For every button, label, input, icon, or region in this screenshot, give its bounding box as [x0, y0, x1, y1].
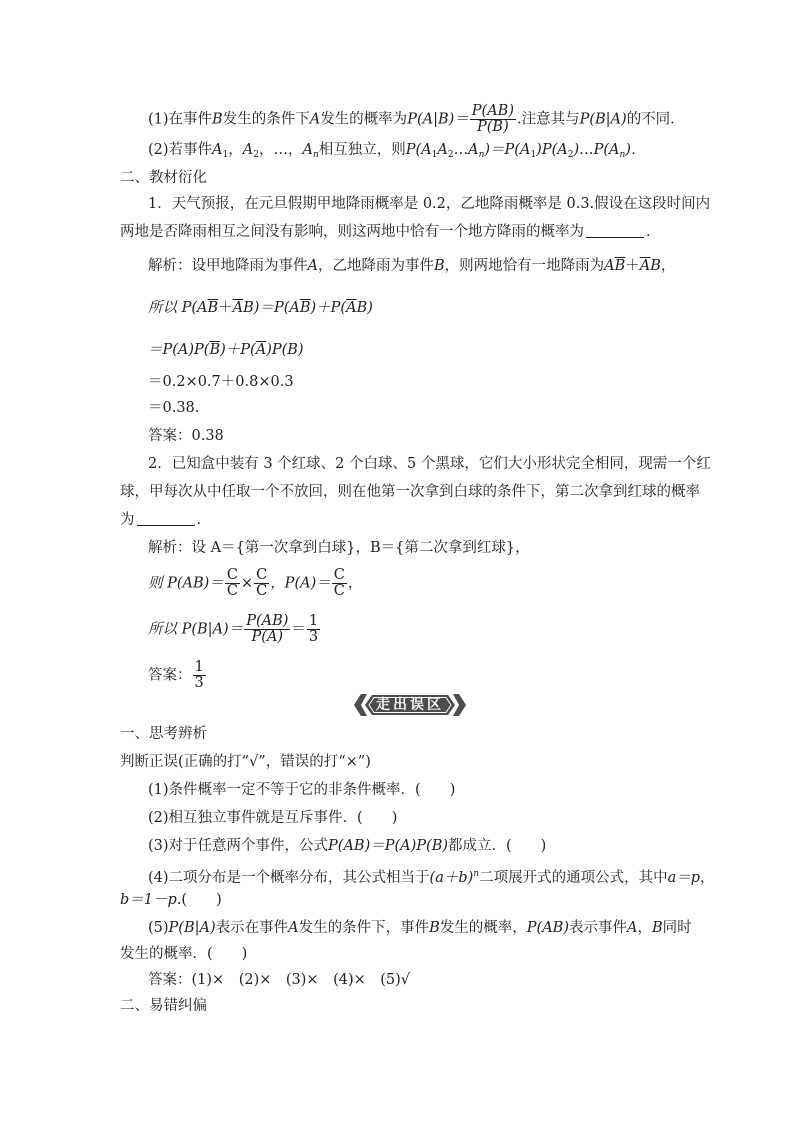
complement-var: $\overline{A}$	[255, 342, 267, 358]
step-text: ，	[347, 575, 363, 592]
subscript: 2	[567, 150, 574, 160]
fraction	[332, 568, 347, 599]
complement-var: $\overline{A}$	[232, 300, 244, 316]
section-heading: 一、思考辨析	[120, 726, 207, 742]
item-text: 发生的条件下，事件	[298, 920, 430, 936]
note-formula: A	[437, 142, 448, 158]
judgement-item-1: (1)条件概率一定不等于它的非条件概率．( )	[148, 782, 456, 798]
judgement-answers: 答案：(1)× (2)× (3)× (4)× (5)√	[148, 972, 411, 988]
q2-solution-line: 解析：设 A＝{第一次拿到白球}，B＝{第二次拿到红球}，	[148, 540, 530, 556]
subscript: 2	[447, 150, 454, 160]
note-text: 发生的概率为	[320, 111, 408, 128]
fraction-denominator: P(A)	[251, 629, 284, 645]
q2-answer	[148, 660, 207, 691]
step-text: ×	[240, 575, 254, 592]
q2-step-2	[148, 568, 362, 599]
item-text: (5)	[148, 920, 169, 936]
note-text: ，…，	[258, 142, 303, 158]
complement-var: $\overline{A}$	[639, 258, 651, 274]
section-heading: 二、易错纠偏	[120, 998, 207, 1014]
item-text: ，	[637, 920, 652, 936]
note-var: A	[242, 142, 254, 158]
q1-line-2	[120, 222, 661, 242]
item-text: ，	[700, 870, 715, 886]
item-var: A	[626, 920, 638, 936]
note-text: (2)若事件	[148, 142, 213, 158]
judgement-item-2: (2)相互独立事件就是互斥事件．( )	[148, 810, 398, 826]
step-text: ＋	[218, 300, 233, 316]
fraction-numerator: 1	[194, 659, 204, 675]
q1-answer: 答案：0.38	[148, 428, 224, 444]
step-text: 则 P(AB)＝	[148, 575, 224, 592]
solution-var: B	[650, 258, 661, 274]
judgement-item-4	[148, 864, 715, 888]
solution-text: 解析：设甲地降雨为事件	[148, 258, 308, 274]
fraction	[225, 568, 240, 599]
item-text: (4)二项分布是一个概率分布，其公式相当于	[148, 870, 430, 886]
solution-var: A	[604, 258, 615, 274]
answer-blank	[586, 223, 644, 238]
item-var: A	[288, 920, 299, 936]
q1-step-2	[148, 298, 373, 318]
step-text: B)	[356, 300, 373, 316]
solution-text: ，	[660, 258, 676, 274]
section-heading: 二、教材衍化	[120, 170, 207, 186]
subscript: n	[619, 150, 626, 160]
note-var: A	[302, 142, 313, 158]
answer-label: 答案：	[148, 667, 192, 684]
step-text: ＝	[291, 621, 306, 638]
q1-solution-line	[148, 256, 675, 276]
step-text: B)＝P(A	[243, 300, 300, 316]
note-text: 的不同．	[626, 111, 685, 128]
q1-text: ．	[646, 224, 661, 240]
subscript: 1	[222, 150, 229, 160]
note-text: .注意其与	[516, 111, 580, 128]
banner-label: 走出误区	[376, 697, 444, 713]
subscript: 1	[530, 150, 537, 160]
complement-var: $\overline{B}$	[299, 300, 311, 316]
item-text: 都成立．( )	[448, 838, 547, 854]
item-formula: (a＋b)	[429, 870, 474, 886]
fraction	[193, 660, 206, 691]
step-text: 所以 P(A	[148, 300, 208, 316]
fraction-denominator: C	[333, 583, 345, 599]
subscript: n	[312, 150, 319, 160]
item-var: B	[651, 920, 663, 936]
item-formula: P(AB)＝P(A)P(B)	[328, 838, 449, 854]
judgement-item-5	[148, 918, 692, 938]
step-text: ，P(A)＝	[270, 575, 331, 592]
q2-line-1: 2．已知盒中装有 3 个红球、2 个白球、5 个黑球，它们大小形状完全相同，现需一个红	[148, 456, 711, 472]
fraction	[470, 104, 516, 135]
solution-var: A	[307, 258, 318, 274]
fraction-denominator: 3	[194, 675, 204, 691]
q2-text: 为	[120, 512, 135, 528]
note-var: B	[212, 111, 223, 128]
fraction-numerator: C	[256, 567, 268, 583]
item-text: 表示在事件	[215, 920, 289, 936]
complement-var: $\overline{B}$	[614, 258, 626, 274]
judgement-item-5-cont: 发生的概率．( )	[120, 946, 248, 962]
item-formula: a＝p	[667, 870, 701, 886]
fraction	[244, 614, 290, 645]
step-text: ＝P(A)P(	[148, 342, 210, 358]
fraction-denominator: C	[226, 583, 238, 599]
note-formula: …A	[453, 142, 479, 158]
complement-var: $\overline{B}$	[207, 300, 219, 316]
item-text: (3)对于任意两个事件，公式	[148, 838, 329, 854]
note-formula: P(A|B)＝	[407, 111, 469, 128]
fraction-numerator: C	[226, 567, 238, 583]
item-var: B	[429, 920, 440, 936]
q2-line-2: 球，甲每次从中任取一个不放回，则在他第一次拿到白球的条件下，第二次拿到红球的概率	[120, 484, 700, 500]
fraction-numerator: P(AB)	[471, 103, 514, 119]
step-text: 所以 P(B|A)＝	[148, 621, 244, 638]
q1-step-3	[148, 340, 304, 360]
note-formula: P(A	[405, 142, 432, 158]
item-formula: P(AB)	[526, 920, 569, 936]
answer-blank	[137, 511, 195, 526]
subscript: 1	[431, 150, 438, 160]
fraction-denominator: 3	[308, 629, 319, 645]
complement-var: $\overline{A}$	[346, 300, 357, 316]
item-text: .( )	[176, 892, 222, 908]
item-text: 二项展开式的通项公式，其中	[479, 870, 668, 886]
q1-step-4: ＝0.2×0.7＋0.8×0.3	[148, 374, 294, 390]
fraction-numerator: C	[333, 567, 345, 583]
fraction-numerator: 1	[308, 613, 319, 629]
note-text: 发生的条件下	[222, 111, 310, 128]
q1-text: 两地是否降雨相互之间没有影响，则这两地中恰有一个地方降雨的概率为	[120, 224, 584, 240]
item-text: 同时	[662, 920, 692, 936]
judgement-item-3	[148, 836, 546, 856]
note-text: (1)在事件	[148, 111, 213, 128]
note-1	[148, 104, 685, 135]
instruction: 判断正误(正确的打“√”，错误的打“×”)	[120, 754, 371, 770]
solution-text: ，则两地恰有一地降雨为	[444, 258, 605, 274]
subscript: 2	[253, 150, 259, 160]
q2-step-3	[148, 614, 321, 645]
note-text: ，	[228, 142, 243, 158]
step-text: )P(B)	[266, 342, 304, 358]
q2-line-3	[120, 510, 211, 530]
note-var: A	[309, 111, 321, 128]
q1-line-1: 1．天气预报，在元旦假期甲地降雨概率是 0.2，乙地降雨概率是 0.3.假设在这段时间内	[148, 196, 711, 212]
item-text: 发生的概率，	[439, 920, 527, 936]
note-formula: )…P(A	[573, 142, 620, 158]
q2-text: ．	[196, 512, 211, 528]
note-text: 相互独立，则	[318, 142, 406, 158]
fraction	[307, 614, 320, 645]
note-formula: )P(A	[536, 142, 568, 158]
solution-text: ，乙地降雨为事件	[317, 258, 434, 274]
fraction-denominator: P(B)	[477, 119, 509, 135]
q1-step-5: ＝0.38.	[148, 400, 200, 416]
step-text: )＋P(	[310, 300, 347, 316]
complement-var: $\overline{B}$	[209, 342, 221, 358]
solution-text: ＋	[625, 258, 640, 274]
judgement-item-4-cont	[120, 890, 222, 910]
solution-var: B	[433, 258, 445, 274]
fraction	[254, 568, 269, 599]
note-formula: )．	[625, 142, 646, 158]
subscript: n	[478, 150, 485, 160]
superscript: n	[473, 869, 480, 879]
note-formula: )＝P(A	[484, 142, 531, 158]
note-formula: P(B|A)	[579, 111, 627, 128]
item-text: 表示事件	[568, 920, 627, 936]
fraction-denominator: C	[256, 583, 268, 599]
note-2	[148, 140, 645, 165]
note-var: A	[212, 142, 223, 158]
section-banner	[352, 692, 468, 718]
item-formula: b＝1－p	[120, 892, 177, 908]
step-text: )＋P(	[220, 342, 256, 358]
fraction-numerator: P(AB)	[246, 613, 289, 629]
item-formula: P(B|A)	[168, 920, 216, 936]
